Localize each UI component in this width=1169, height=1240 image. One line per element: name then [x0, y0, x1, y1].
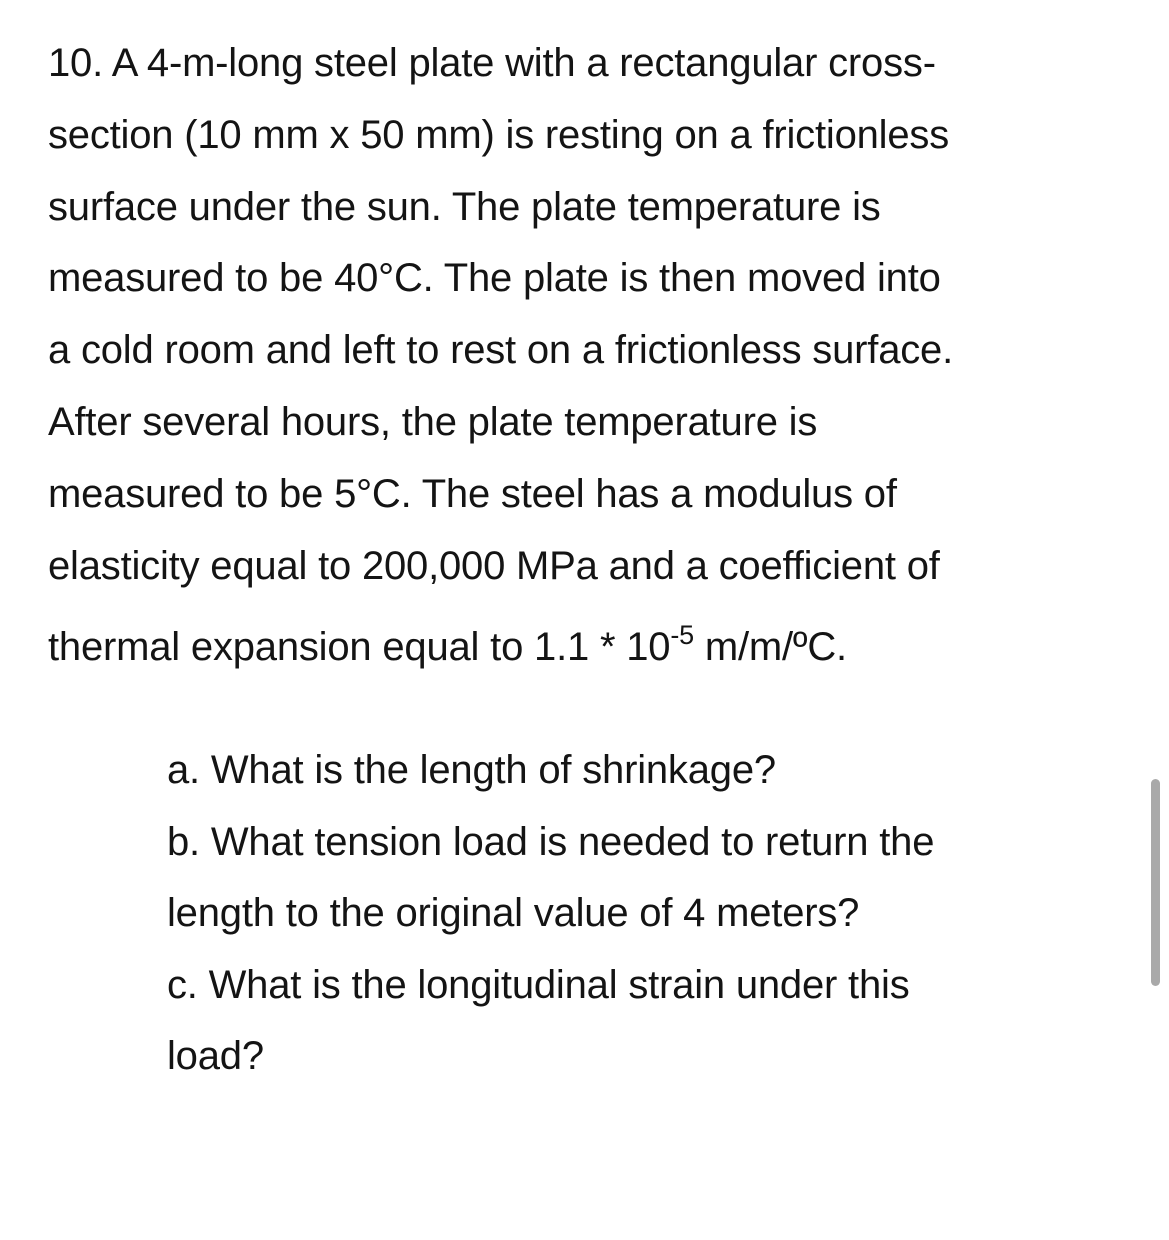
problem-line-7: measured to be 5°C. The steel has a modulus of — [48, 471, 897, 516]
question-a: a. What is the length of shrinkage? — [167, 748, 776, 792]
question-b: b. What tension load is needed to return the — [167, 819, 935, 864]
expansion-text: thermal expansion equal to 1.1 * 10 — [48, 625, 671, 670]
problem-line-1: 10. A 4-m-long steel plate with a rectangular cross- — [48, 41, 936, 85]
problem-line-9 — [48, 612, 1143, 684]
problem-line-2: section (10 mm x 50 mm) is resting on a frictionless — [48, 112, 950, 157]
problem-line-4: measured to be 40°C. The plate is then moved into — [48, 256, 941, 301]
problem-line-6: After several hours, the plate temperature is — [48, 399, 818, 444]
problem-line-5: a cold room and left to rest on a frictionless surface. — [48, 328, 953, 373]
question-c: c. What is the longitudinal strain under this — [167, 962, 910, 1007]
question-list — [167, 735, 1127, 1093]
scrollbar-thumb[interactable] — [1151, 779, 1160, 986]
units-text: m/m/ºC. — [693, 625, 847, 670]
exponent: -5 — [670, 620, 694, 651]
problem-line-8: elasticity equal to 200,000 MPa and a coefficient of — [48, 543, 940, 588]
question-b-continued: length to the original value of 4 meters? — [167, 891, 860, 935]
problem-statement — [48, 28, 1143, 684]
problem-line-3: surface under the sun. The plate temperature is — [48, 184, 881, 229]
question-c-continued: load? — [167, 1034, 264, 1078]
